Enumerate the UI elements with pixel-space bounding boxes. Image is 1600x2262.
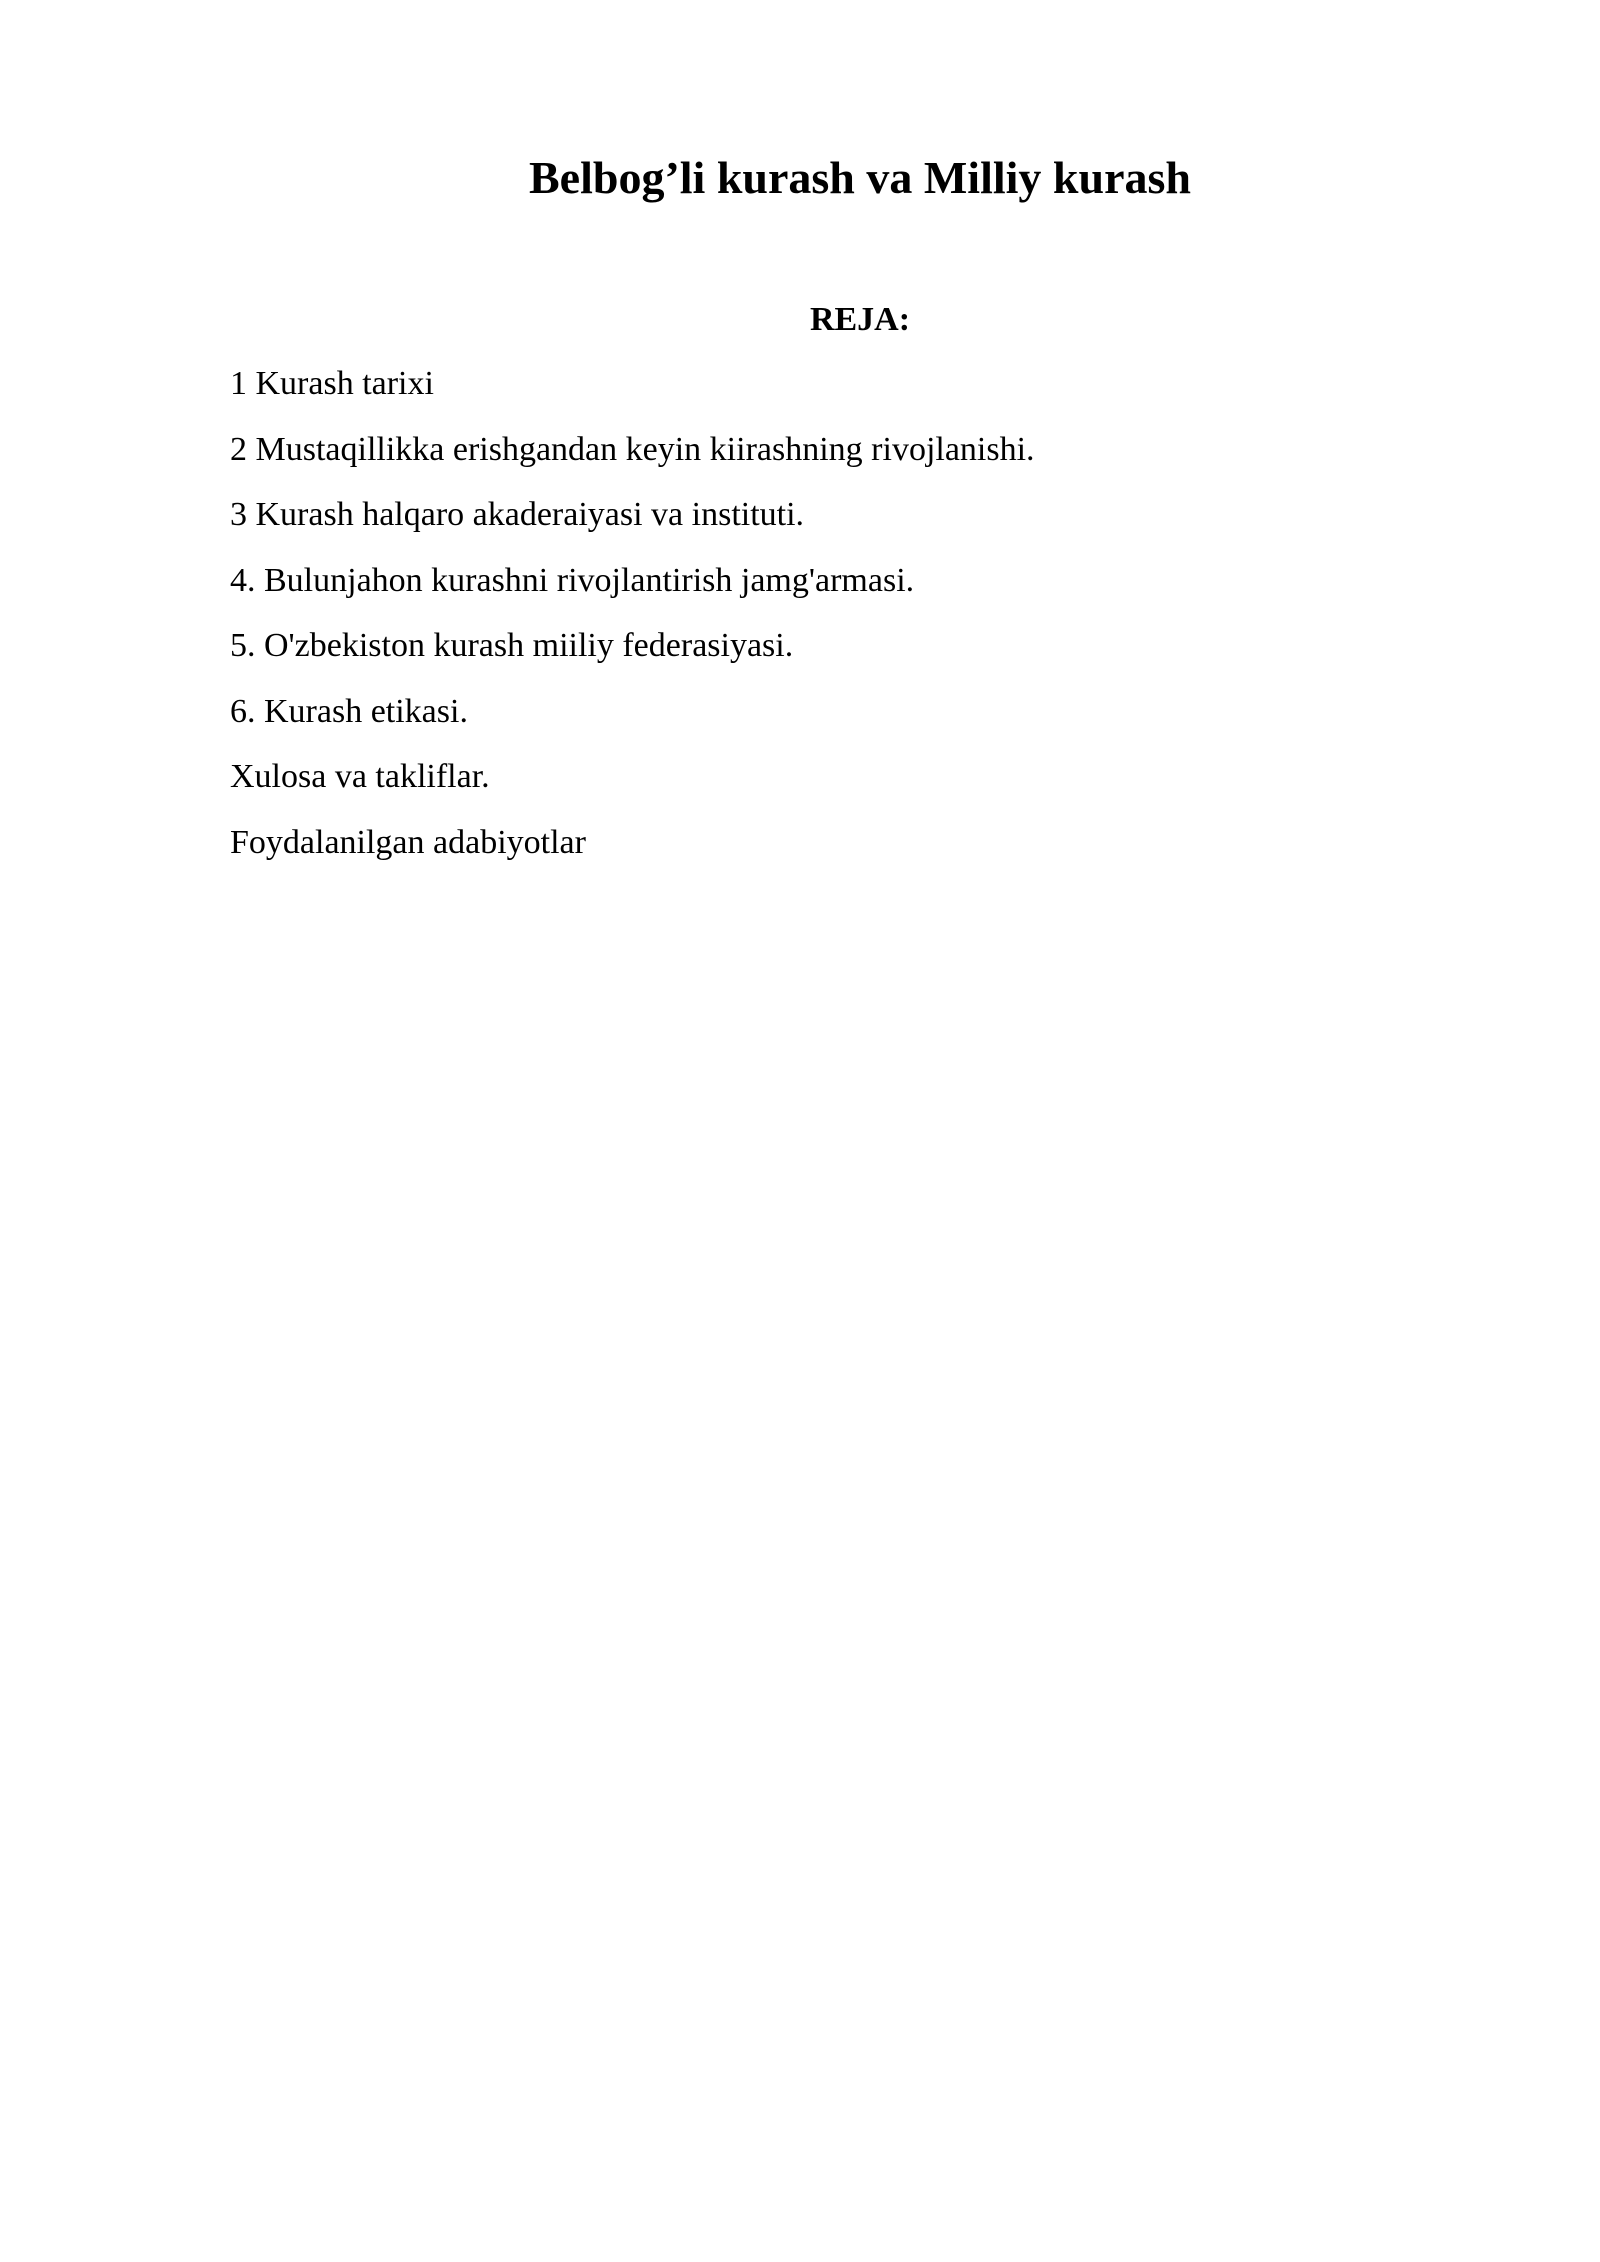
plan-heading: REJA: xyxy=(809,301,911,338)
plan-item: 2 Mustaqillikka erishgandan keyin kiirashning rivojlanishi. xyxy=(230,430,1035,468)
plan-list xyxy=(230,364,1035,888)
document-title: Belbog’li kurash va Milliy kurash xyxy=(528,152,1191,203)
plan-item: Xulosa va takliflar. xyxy=(230,758,490,795)
plan-item: 5. O'zbekiston kurash miiliy federasiyasi. xyxy=(230,627,794,664)
plan-item: 6. Kurash etikasi. xyxy=(230,692,468,730)
plan-item: 3 Kurash halqaro akaderaiyasi va instituti. xyxy=(230,496,805,533)
plan-item: Foydalanilgan adabiyotlar xyxy=(230,823,586,861)
plan-item: 1 Kurash tarixi xyxy=(230,365,434,402)
plan-item: 4. Bulunjahon kurashni rivojlantirish jamg'armasi. xyxy=(230,561,915,599)
